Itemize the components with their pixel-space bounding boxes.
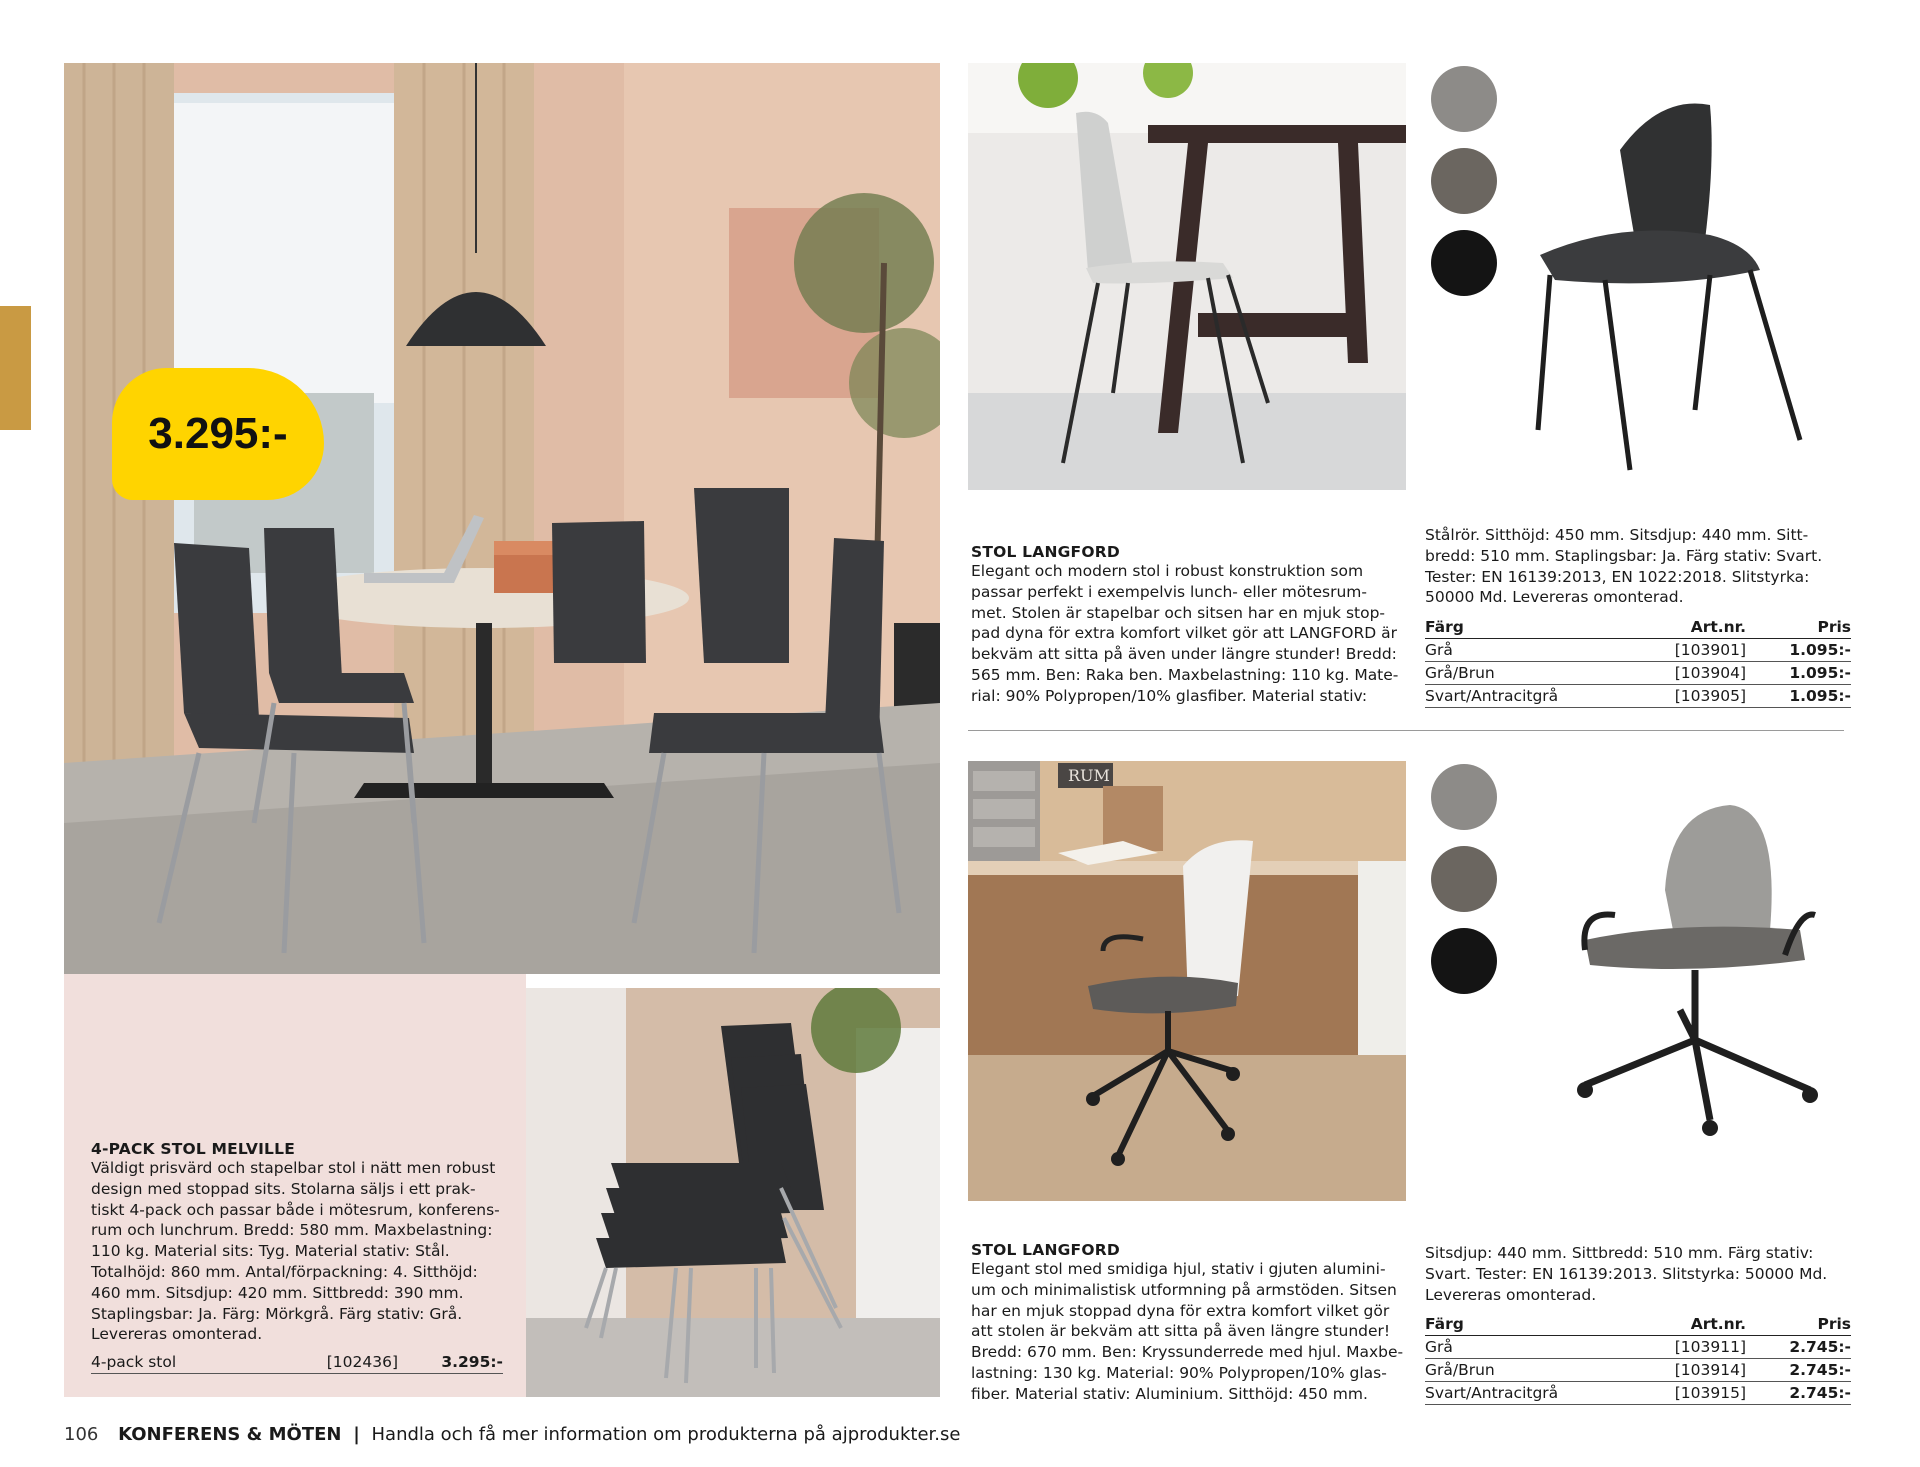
- price-cell: 2.745:-: [1746, 1359, 1851, 1382]
- langford2-description: [971, 1259, 1411, 1405]
- price-cell: 1.095:-: [1746, 639, 1851, 662]
- langford2-desc2-line: Levereras omonterad.: [1425, 1285, 1597, 1304]
- header-price: Pris: [1746, 1313, 1851, 1336]
- color-cell: Grå: [1425, 1336, 1606, 1359]
- langford2-title: STOL LANGFORD: [971, 1241, 1120, 1259]
- color-swatch-gray-brown[interactable]: [1431, 148, 1497, 214]
- melville-desc-line: Totalhöjd: 860 mm. Antal/förpackning: 4. Sitthöjd:: [91, 1262, 478, 1281]
- melville-desc-line: 460 mm. Sitsdjup: 420 mm. Sittbredd: 390 mm.: [91, 1283, 464, 1302]
- table-row: [91, 1351, 503, 1374]
- color-cell: Svart/Antracitgrå: [1425, 1382, 1606, 1405]
- melville-desc-line: Levereras omonterad.: [91, 1325, 263, 1344]
- art-cell: [103911]: [1606, 1336, 1746, 1359]
- art-cell: [103915]: [1606, 1382, 1746, 1405]
- langford2-price-table: [1425, 1313, 1851, 1405]
- melville-description: [91, 1158, 511, 1345]
- langford1-desc2-line: bredd: 510 mm. Staplingsbar: Ja. Färg stativ: Svart.: [1425, 546, 1823, 565]
- table-row: [1425, 685, 1851, 708]
- langford1-desc-line: pad dyna för extra komfort vilket gör att LANGFORD är: [971, 624, 1398, 643]
- color-swatch-black-anthracite[interactable]: [1431, 230, 1497, 296]
- table-row: [1425, 1336, 1851, 1359]
- langford1-desc-line: met. Stolen är stapelbar och sitsen har en mjuk stop-: [971, 603, 1386, 622]
- page-number: 106: [64, 1424, 99, 1445]
- langford2-desc-line: har en mjuk stoppad dyna för extra komfort vilket gör: [971, 1301, 1390, 1320]
- langford1-description-cont: [1425, 525, 1845, 608]
- art-cell: [103905]: [1606, 685, 1746, 708]
- header-color: Färg: [1425, 1313, 1606, 1336]
- product-name: 4-pack stol: [91, 1351, 278, 1374]
- langford-photo-office: [968, 761, 1406, 1201]
- footer-separator: |: [353, 1424, 360, 1445]
- photo-signage: RUM: [1068, 766, 1110, 785]
- price-badge: 3.295:-: [112, 368, 324, 500]
- langford1-desc-line: bekväm att sitta på även under längre stunder! Bredd:: [971, 645, 1397, 664]
- langford2-desc-line: um och minimalistisk utformning på armstöden. Sitsen: [971, 1280, 1397, 1299]
- langford2-description-cont: [1425, 1243, 1845, 1305]
- color-cell: Grå/Brun: [1425, 1359, 1606, 1382]
- price-cell: 2.745:-: [1746, 1382, 1851, 1405]
- table-row: [1425, 1359, 1851, 1382]
- melville-title: 4-PACK STOL MELVILLE: [91, 1140, 295, 1158]
- table-row: [1425, 662, 1851, 685]
- langford-photo-dining: [968, 63, 1406, 490]
- color-cell: Grå: [1425, 639, 1606, 662]
- langford1-desc-line: passar perfekt i exempelvis lunch- eller mötesrum-: [971, 582, 1367, 601]
- table-header-row: [1425, 1313, 1851, 1336]
- langford2-desc-line: Bredd: 670 mm. Ben: Kryssunderrede med hjul. Maxbe-: [971, 1343, 1404, 1362]
- hero-photo-meeting-room: [64, 63, 940, 974]
- art-cell: [103901]: [1606, 639, 1746, 662]
- art-cell: [103904]: [1606, 662, 1746, 685]
- langford2-desc2-line: Sitsdjup: 440 mm. Sittbredd: 510 mm. Färg stativ:: [1425, 1244, 1814, 1262]
- footer-text: Handla och få mer information om produkterna på ajprodukter.se: [371, 1424, 961, 1445]
- melville-desc-line: 110 kg. Material sits: Tyg. Material stativ: Stål.: [91, 1242, 450, 1261]
- langford1-price-table: [1425, 616, 1851, 708]
- price: 3.295:-: [398, 1351, 503, 1374]
- color-swatch-gray[interactable]: [1431, 66, 1497, 132]
- header-art: Art.nr.: [1606, 616, 1746, 639]
- langford1-title: STOL LANGFORD: [971, 543, 1120, 561]
- langford1-desc2-line: Tester: EN 16139:2013, EN 1022:2018. Slitstyrka:: [1425, 567, 1810, 586]
- langford1-desc2-line: 50000 Md. Levereras omonterad.: [1425, 588, 1684, 607]
- table-row: [1425, 639, 1851, 662]
- color-cell: Grå/Brun: [1425, 662, 1606, 685]
- color-swatch-black-anthracite[interactable]: [1431, 928, 1497, 994]
- langford1-desc2-line: Stålrör. Sitthöjd: 450 mm. Sitsdjup: 440 mm. Sitt-: [1425, 526, 1809, 544]
- section-name: KONFERENS & MÖTEN: [118, 1424, 342, 1445]
- art-cell: [103914]: [1606, 1359, 1746, 1382]
- stacked-chairs-photo: [526, 988, 940, 1397]
- melville-desc-line: Staplingsbar: Ja. Färg: Mörkgrå. Färg stativ: Grå.: [91, 1304, 463, 1323]
- melville-desc-line: tiskt 4-pack och passar både i mötesrum, konferens-: [91, 1200, 500, 1219]
- art-number: [102436]: [278, 1351, 398, 1374]
- langford2-desc-line: att stolen är bekväm att sitta på även längre stunder!: [971, 1322, 1391, 1341]
- langford2-desc2-line: Svart. Tester: EN 16139:2013. Slitstyrka: 50000 Md.: [1425, 1264, 1828, 1283]
- langford1-desc-line: 565 mm. Ben: Raka ben. Maxbelastning: 110 kg. Mate-: [971, 665, 1399, 684]
- table-header-row: [1425, 616, 1851, 639]
- melville-price-table: [91, 1351, 503, 1374]
- langford1-desc-line: rial: 90% Polypropen/10% glasfiber. Material stativ:: [971, 686, 1368, 705]
- color-swatch-gray-brown[interactable]: [1431, 846, 1497, 912]
- color-swatch-gray[interactable]: [1431, 764, 1497, 830]
- color-cell: Svart/Antracitgrå: [1425, 685, 1606, 708]
- melville-desc-line: rum och lunchrum. Bredd: 580 mm. Maxbelastning:: [91, 1221, 493, 1240]
- header-price: Pris: [1746, 616, 1851, 639]
- page-footer: [64, 1424, 960, 1445]
- section-color-tab: [0, 306, 31, 430]
- price-cell: 2.745:-: [1746, 1336, 1851, 1359]
- price-cell: 1.095:-: [1746, 662, 1851, 685]
- langford1-description: [971, 561, 1411, 707]
- table-row: [1425, 1382, 1851, 1405]
- section-divider: [968, 730, 1844, 731]
- melville-desc-line: design med stoppad sits. Stolarna säljs i ett prak-: [91, 1179, 476, 1198]
- langford1-desc-line: Elegant och modern stol i robust konstruktion som: [971, 562, 1364, 580]
- header-color: Färg: [1425, 616, 1606, 639]
- price-cell: 1.095:-: [1746, 685, 1851, 708]
- langford2-desc-line: fiber. Material stativ: Aluminium. Sitthöjd: 450 mm.: [971, 1384, 1368, 1403]
- melville-desc-line: Väldigt prisvärd och stapelbar stol i nätt men robust: [91, 1159, 496, 1177]
- header-art: Art.nr.: [1606, 1313, 1746, 1336]
- langford-swivel-chair-product-image: [1560, 800, 1850, 1154]
- langford2-desc-line: Elegant stol med smidiga hjul, stativ i gjuten alumini-: [971, 1260, 1386, 1278]
- langford-chair-product-image: [1510, 90, 1850, 494]
- langford2-desc-line: lastning: 130 kg. Material: 90% Polypropen/10% glas-: [971, 1363, 1387, 1382]
